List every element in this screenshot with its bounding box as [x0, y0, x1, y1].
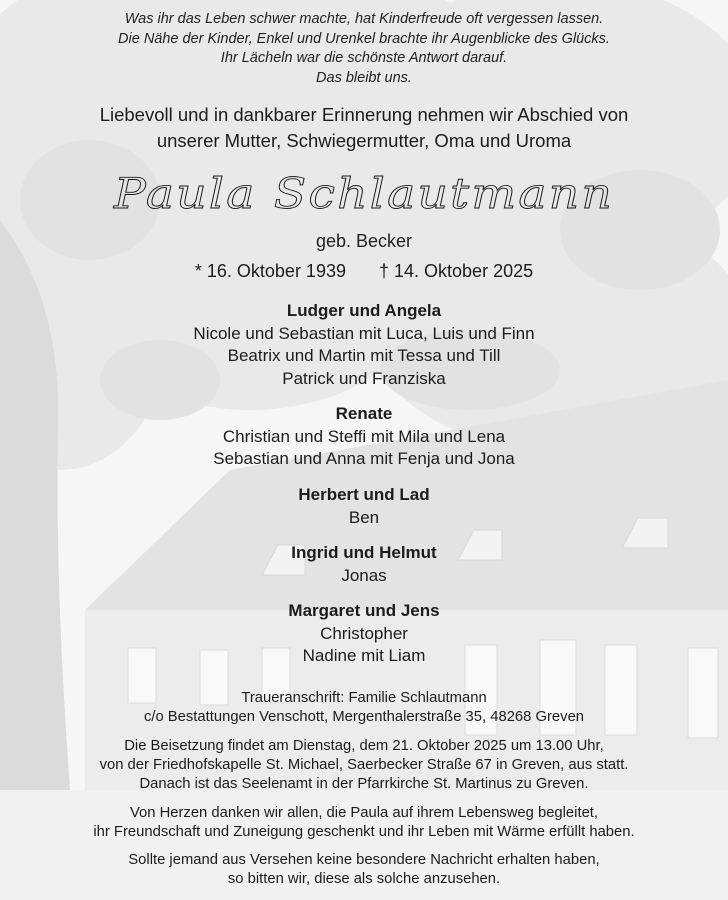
family-member: Ben [348, 507, 380, 527]
family-member: Sebastian und Anna mit Fenja und Jona [213, 449, 515, 468]
notice-line: so bitten wir, diese als solche anzusehen. [227, 871, 501, 887]
thanks-text [0, 804, 728, 842]
intro-text [0, 102, 728, 154]
maiden-name: geb. Becker [315, 231, 413, 251]
family-head: Margaret und Jens [288, 601, 440, 620]
family-group [0, 542, 728, 587]
family-group [0, 484, 728, 529]
family-member: Patrick und Franziska [282, 368, 446, 388]
address-line: c/o Bestattungen Venschott, Mergenthalerstraße 35, 48268 Greven [143, 709, 585, 725]
family-member: Christian und Steffi mit Mila und Lena [222, 426, 506, 446]
intro-line: Liebevoll und in dankbarer Erinnerung nehmen wir Abschied von [99, 104, 629, 125]
funeral-line: Danach ist das Seelenamt in der Pfarrkirche St. Martinus zu Greven. [139, 776, 589, 792]
family-head: Ingrid und Helmut [291, 543, 437, 562]
address-line: Traueranschrift: Familie Schlautmann [241, 690, 487, 706]
family-head: Renate [335, 404, 393, 423]
poem-line: Was ihr das Leben schwer machte, hat Kinderfreude oft vergessen lassen. [124, 11, 604, 27]
svg-text:Paula Schlautmann: Paula Schlautmann [112, 169, 614, 218]
thanks-line: Von Herzen danken wir allen, die Paula auf ihrem Lebensweg begleitet, [129, 805, 599, 821]
poem-line: Ihr Lächeln war die schönste Antwort darauf. [220, 50, 508, 66]
poem [0, 10, 728, 88]
family-member: Beatrix und Martin mit Tessa und Till [227, 346, 501, 365]
notice-text [0, 851, 728, 889]
funeral-line: Die Beisetzung findet am Dienstag, dem 21. Oktober 2025 um 13.00 Uhr, [124, 738, 604, 754]
family-member: Christopher [320, 623, 408, 643]
family-head: Ludger und Angela [286, 301, 442, 320]
poem-line: Die Nähe der Kinder, Enkel und Urenkel brachte ihr Augenblicke des Glücks. [118, 30, 610, 47]
intro-line: unserer Mutter, Schwiegermutter, Oma und Uroma [156, 130, 572, 151]
family-group [0, 600, 728, 668]
mourning-address [0, 689, 728, 727]
family-group [0, 403, 728, 471]
notice-line: Sollte jemand aus Versehen keine besondere Nachricht erhalten haben, [128, 852, 600, 868]
birth-date: * 16. Oktober 1939 [194, 261, 346, 281]
funeral-line: von der Friedhofskapelle St. Michael, Saerbecker Straße 67 in Greven, aus statt. [99, 757, 629, 773]
family-head: Herbert und Lad [298, 485, 430, 504]
death-date: † 14. Oktober 2025 [379, 261, 534, 281]
funeral-details [0, 737, 728, 794]
family-group [0, 300, 728, 390]
family-member: Nadine mit Liam [302, 646, 426, 665]
thanks-line: ihr Freundschaft und Zuneigung geschenkt und ihr Leben mit Wärme erfüllt haben. [93, 824, 635, 840]
life-dates [0, 261, 728, 282]
family-member: Jonas [341, 565, 387, 585]
deceased-name [100, 160, 628, 240]
family-member: Nicole und Sebastian mit Luca, Luis und Finn [193, 323, 535, 343]
poem-line: Das bleibt uns. [316, 69, 412, 86]
